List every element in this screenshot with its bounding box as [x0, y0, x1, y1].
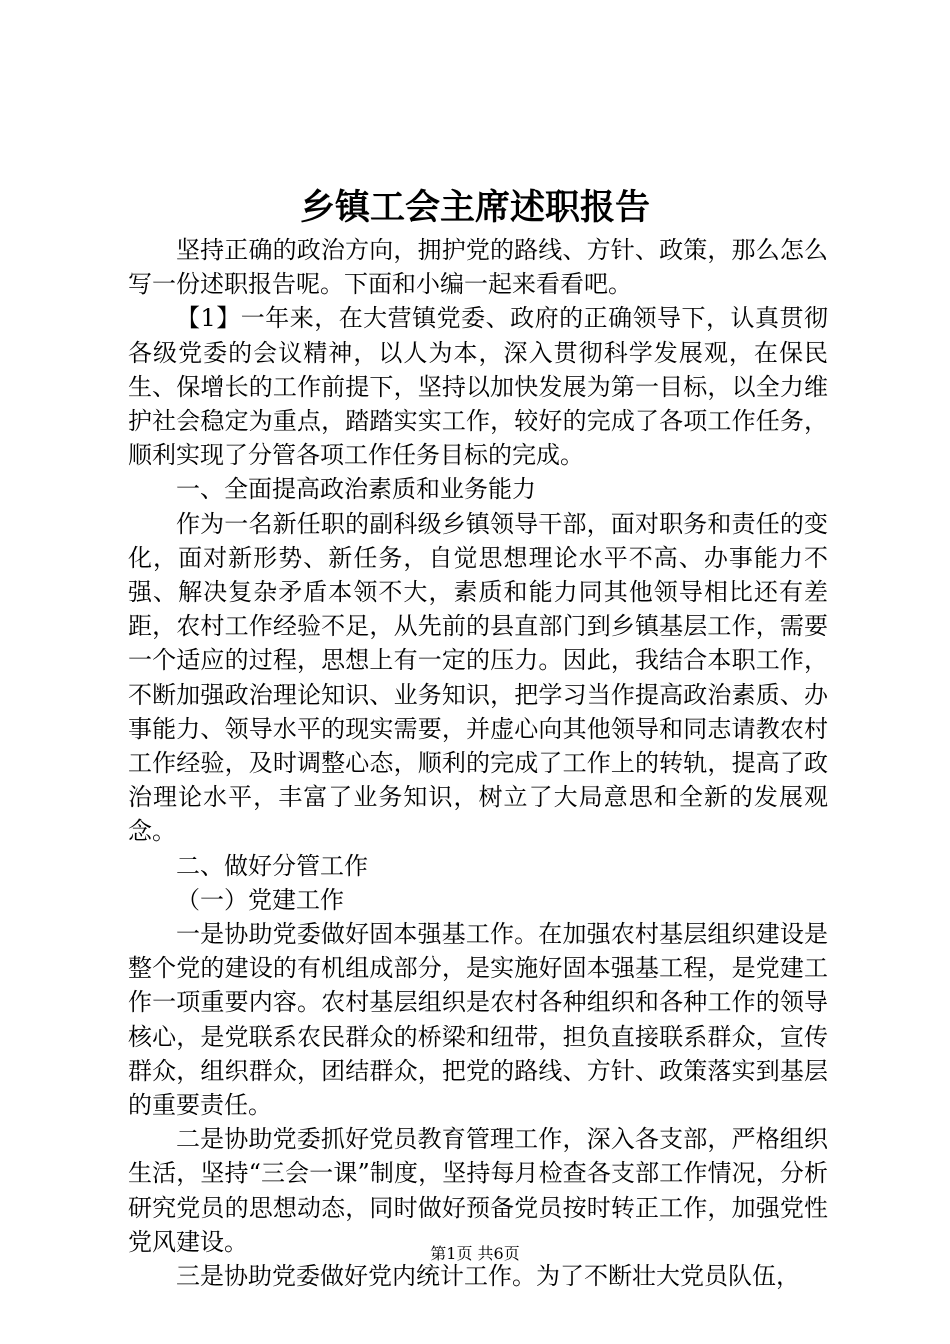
- document-body: [128, 233, 828, 1293]
- section-heading-1: 一、全面提高政治素质和业务能力: [176, 475, 536, 504]
- document-title: 乡镇工会主席述职报告: [299, 187, 650, 228]
- paragraph-intro: 坚持正确的政治方向，拥护党的路线、方针、政策，那么怎么写一份述职报告呢。下面和小编一起来看看吧。: [128, 236, 828, 299]
- page-number-footer: 第1页 共6页: [430, 1244, 520, 1263]
- paragraph-item-2: 二是协助党委抓好党员教育管理工作，深入各支部，严格组织生活，坚持“三会一课”制度，坚持每月检查各支部工作情况，分析研究党员的思想动态，同时做好预备党员按时转正工作，加强党性党风建设。: [128, 1125, 828, 1256]
- subsection-heading-party-building: （一）党建工作: [176, 885, 344, 914]
- paragraph-political-quality: 作为一名新任职的副科级乡镇领导干部，面对职务和责任的变化，面对新形势、新任务，自觉思想理论水平不高、办事能力不强、解决复杂矛盾本领不大，素质和能力同其他领导相比还有差距，农村工作经验不足，从先前的县直部门到乡镇基层工作，需要一个适应的过程，思想上有一定的压力。因此，我结合本职工作，不断加强政治理论知识、业务知识，把学习当作提高政治素质、办事能力、领导水平的现实需要，并虚心向其他领导和同志请教农村工作经验，及时调整心态，顺利的完成了工作上的转轨，提高了政治理论水平，丰富了业务知识，树立了大局意思和全新的发展观念。: [128, 509, 828, 846]
- paragraph-item-3: 三是协助党委做好党内统计工作。为了不断壮大党员队伍，: [176, 1262, 800, 1291]
- paragraph-item-1: 一是协助党委做好固本强基工作。在加强农村基层组织建设是整个党的建设的有机组成部分，是实施好固本强基工程，是党建工作一项重要内容。农村基层组织是农村各种组织和各种工作的领导核心，是党联系农民群众的桥梁和纽带，担负直接联系群众，宣传群众，组织群众，团结群众，把党的路线、方针、政策落实到基层的重要责任。: [128, 920, 828, 1120]
- paragraph-overview: 【1】一年来，在大营镇党委、政府的正确领导下，认真贯彻各级党委的会议精神，以人为本，深入贯彻科学发展观，在保民生、保增长的工作前提下，坚持以加快发展为第一目标，以全力维护社会稳定为重点，踏踏实实工作，较好的完成了各项工作任务，顺利实现了分管各项工作任务目标的完成。: [128, 304, 828, 470]
- section-heading-2: 二、做好分管工作: [176, 851, 368, 880]
